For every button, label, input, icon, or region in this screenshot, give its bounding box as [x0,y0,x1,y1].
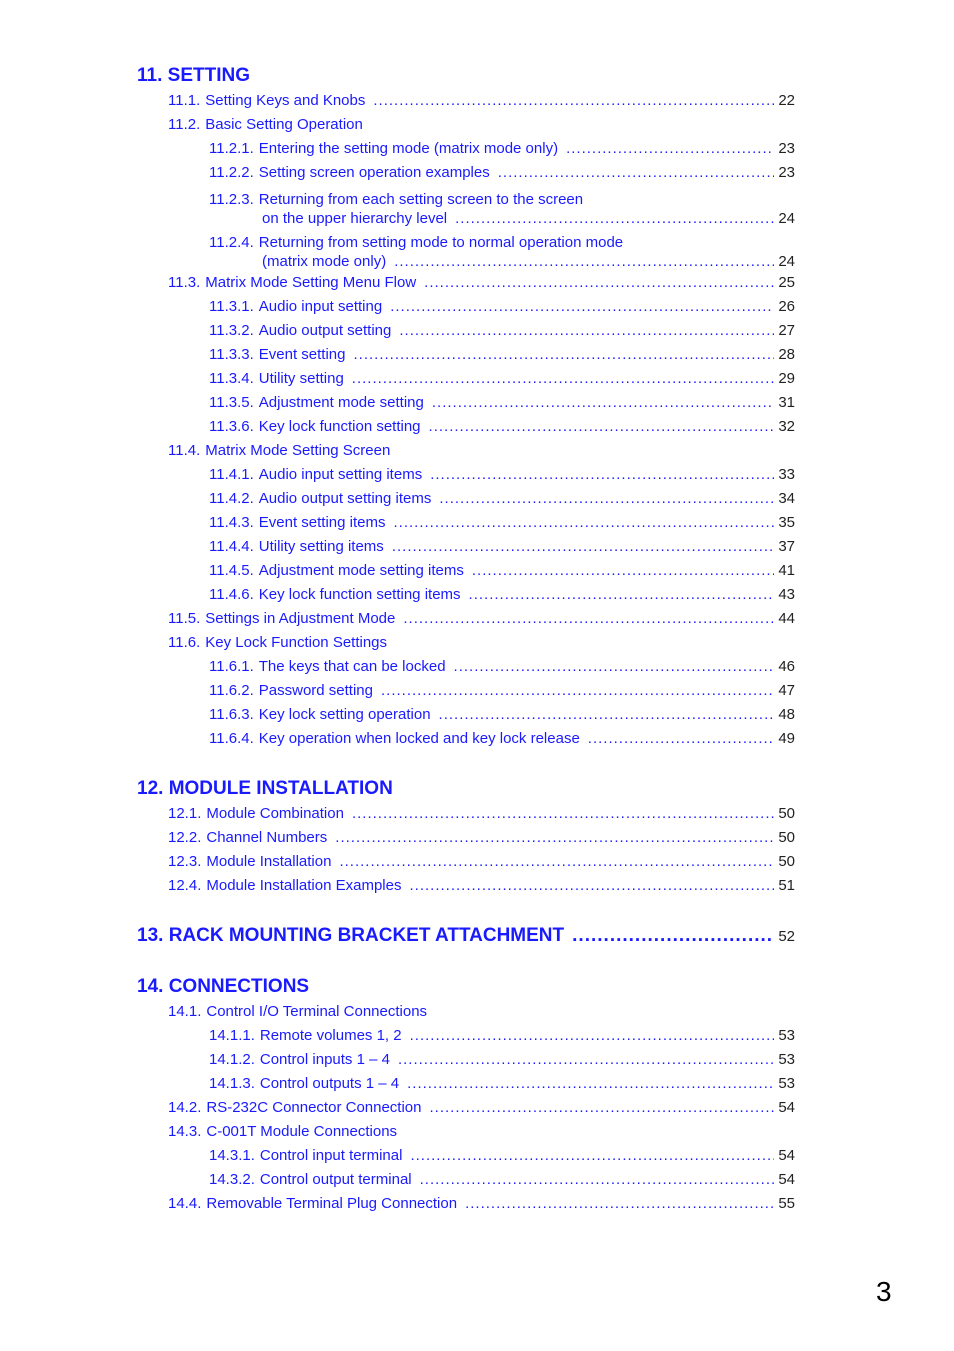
page-ref: 37 [778,538,795,555]
entry-label [209,343,345,367]
entry-text: Basic Setting Operation [205,116,363,133]
toc-entry[interactable] [137,1000,795,1024]
toc-entry[interactable] [137,367,795,391]
entry-label [209,137,558,161]
toc-entry[interactable] [137,487,795,511]
entry-label [168,850,331,874]
entry-label [209,1144,402,1168]
entry-label [209,487,431,511]
leader-dots [498,161,775,185]
leader-dots [430,463,774,487]
entry-text: The keys that can be locked [258,658,446,675]
entry-label [168,607,395,631]
leader-dots [410,1024,775,1048]
page-ref: 55 [778,1195,795,1212]
leader-dots [399,319,774,343]
entry-number: 12.1. [168,805,202,822]
toc-entry[interactable] [137,874,795,898]
leader-dots [429,415,775,439]
toc-entry[interactable] [137,655,795,679]
leader-dots [432,391,774,415]
entry-number: 11.4. [168,442,201,459]
page-ref: 32 [778,418,795,435]
entry-label [168,826,327,850]
entry-text: Removable Terminal Plug Connection [206,1195,458,1212]
entry-text: Key Lock Function Settings [205,634,388,651]
toc-entry[interactable] [137,391,795,415]
entry-text: Key operation when locked and key lock release [258,730,580,747]
entry-label [168,802,344,826]
toc-entry[interactable] [137,1072,795,1096]
leader-dots [409,874,774,898]
toc-entry[interactable] [137,190,795,209]
toc-entry-continuation[interactable] [137,252,795,271]
entry-number: 14.1.1. [209,1027,255,1044]
entry-number: 11.4.6. [209,586,254,603]
page-ref: 50 [778,853,795,870]
section-title: 13. RACK MOUNTING BRACKET ATTACHMENT [137,925,565,946]
page-ref: 50 [778,829,795,846]
section-title: 11. SETTING [137,65,250,86]
entry-text: Audio output setting [258,322,392,339]
toc-entry[interactable] [137,463,795,487]
toc-entry[interactable] [137,511,795,535]
leader-dots [420,1168,775,1192]
entry-label [168,89,365,113]
page-ref: 44 [778,610,795,627]
leader-dots [469,583,775,607]
entry-number: 11.6.1. [209,658,254,675]
toc-entry[interactable] [137,233,795,252]
entry-text: Control outputs 1 – 4 [259,1075,400,1092]
page-ref: 54 [778,1099,795,1116]
page-ref: 27 [778,322,795,339]
entry-text: Control I/O Terminal Connections [206,1003,428,1020]
entry-text: Module Combination [206,805,344,822]
leader-dots [390,295,774,319]
entry-number: 12.3. [168,853,202,870]
entry-number: 11.2. [168,116,201,133]
entry-number: 11.3.1. [209,298,254,315]
entry-label [168,271,416,295]
leader-dots [398,1048,774,1072]
toc-entry[interactable] [137,343,795,367]
toc-entry[interactable] [137,826,795,850]
leader-dots [410,1144,774,1168]
entry-text-continued: (matrix mode only) [262,253,387,270]
page-ref: 35 [778,514,795,531]
toc-entry-continuation[interactable] [137,209,795,228]
leader-dots [381,679,774,703]
leader-dots [352,367,775,391]
entry-number: 11.1. [168,92,201,109]
entry-number: 14.1.3. [209,1075,255,1092]
entry-text: Event setting items [258,514,386,531]
entry-text: Settings in Adjustment Mode [205,610,396,627]
entry-label [168,1192,457,1216]
toc-entry[interactable] [137,439,795,463]
leader-dots [439,703,775,727]
leader-dots [455,209,774,228]
entry-number: 11.2.3. [209,191,254,208]
entry-text: Audio input setting items [258,466,423,483]
entry-text: Setting screen operation examples [258,164,490,181]
leader-dots [394,252,774,271]
toc-entry[interactable] [137,1192,795,1216]
entry-label [209,679,373,703]
page-ref: 25 [778,274,795,291]
toc-entry[interactable] [137,295,795,319]
entry-text: Adjustment mode setting [258,394,424,411]
entry-number: 11.3.6. [209,418,254,435]
entry-number: 11.3.2. [209,322,254,339]
entry-label [209,233,623,252]
entry-label [209,161,490,185]
entry-label [209,1072,399,1096]
toc-section [137,63,795,751]
entry-label [209,583,461,607]
entry-number: 11.4.1. [209,466,254,483]
entry-number: 14.3.2. [209,1171,255,1188]
toc-entry[interactable] [137,802,795,826]
entry-number: 14.3. [168,1123,202,1140]
page-ref: 24 [778,210,795,227]
toc-entry[interactable] [137,1144,795,1168]
entry-label [209,367,344,391]
leader-dots [392,535,775,559]
toc-entry[interactable] [137,319,795,343]
entry-text: Utility setting items [258,538,384,555]
entry-text: Setting Keys and Knobs [205,92,366,109]
entry-label [209,559,464,583]
page-ref: 43 [778,586,795,603]
entry-text: Audio input setting [258,298,383,315]
leader-dots [353,343,774,367]
page-ref: 53 [778,1051,795,1068]
entry-label [209,727,580,751]
entry-text: Module Installation Examples [206,877,402,894]
leader-dots [572,923,774,949]
entry-number: 11.6.4. [209,730,254,747]
leader-dots [454,655,775,679]
entry-number: 11.2.1. [209,140,254,157]
leader-dots [588,727,775,751]
entry-text: Key lock setting operation [258,706,431,723]
toc-entry[interactable] [137,1024,795,1048]
toc-entry[interactable] [137,415,795,439]
entry-number: 11.4.4. [209,538,254,555]
page-ref: 53 [778,1027,795,1044]
toc-entry[interactable] [137,161,795,185]
leader-dots [566,137,774,161]
entry-label [168,874,401,898]
page-ref: 51 [778,877,795,894]
toc-entry[interactable] [137,137,795,161]
entry-text: RS-232C Connector Connection [206,1099,422,1116]
entry-label [168,1000,427,1024]
entry-number: 11.2.4. [209,234,254,251]
entry-number: 14.1.2. [209,1051,255,1068]
leader-dots [403,607,774,631]
toc-entry[interactable] [137,850,795,874]
entry-number: 11.3.3. [209,346,254,363]
entry-label [209,1024,402,1048]
entry-label [209,1168,412,1192]
entry-text: Matrix Mode Setting Menu Flow [205,274,417,291]
entry-number: 12.4. [168,877,202,894]
entry-label [209,190,583,209]
toc-entry[interactable] [137,703,795,727]
leader-dots [430,1096,775,1120]
page-ref: 53 [778,1075,795,1092]
leader-dots [394,511,775,535]
entry-text: Returning from each setting screen to the screen [258,191,584,208]
page-ref: 48 [778,706,795,723]
entry-text: Control input terminal [259,1147,403,1164]
page-ref: 50 [778,805,795,822]
entry-label [168,113,363,137]
toc-entry[interactable] [137,1048,795,1072]
entry-number: 11.4.3. [209,514,254,531]
entry-number: 14.3.1. [209,1147,255,1164]
entry-label [209,391,424,415]
entry-number: 14.4. [168,1195,202,1212]
entry-label [168,631,387,655]
section-heading[interactable] [137,923,795,949]
entry-text: Control output terminal [259,1171,412,1188]
entry-text-continued: on the upper hierarchy level [262,210,448,227]
toc-section [137,776,795,898]
entry-number: 11.4.5. [209,562,254,579]
table-of-contents [137,63,795,1241]
toc-entry[interactable] [137,583,795,607]
page-number: 3 [876,1276,892,1307]
entry-text: Event setting [258,346,346,363]
entry-text: Matrix Mode Setting Screen [205,442,391,459]
page-ref: 41 [778,562,795,579]
page-ref: 29 [778,370,795,387]
entry-number: 11.6.2. [209,682,254,699]
toc-entry[interactable] [137,535,795,559]
entry-text: Key lock function setting items [258,586,461,603]
entry-label [168,1096,422,1120]
page-ref: 26 [778,298,795,315]
entry-number: 11.5. [168,610,201,627]
entry-text: Module Installation [206,853,332,870]
entry-number: 14.2. [168,1099,202,1116]
entry-number: 14.1. [168,1003,202,1020]
entry-number: 11.3.4. [209,370,254,387]
page-ref: 49 [778,730,795,747]
entry-text: Adjustment mode setting items [258,562,464,579]
entry-label [168,1120,397,1144]
toc-entry[interactable] [137,1096,795,1120]
entry-text: Remote volumes 1, 2 [259,1027,402,1044]
page-ref: 54 [778,1147,795,1164]
page-ref: 34 [778,490,795,507]
toc-entry[interactable] [137,89,795,113]
toc-entry[interactable] [137,631,795,655]
toc-entry[interactable] [137,113,795,137]
entry-text: Control inputs 1 – 4 [259,1051,390,1068]
leader-dots [465,1192,774,1216]
page-ref: 46 [778,658,795,675]
leader-dots [373,89,774,113]
entry-number: 11.3. [168,274,201,291]
entry-label [209,703,431,727]
entry-text: Password setting [258,682,373,699]
page-ref: 23 [778,164,795,181]
entry-text: Utility setting [258,370,344,387]
toc-entry[interactable] [137,559,795,583]
toc-entry[interactable] [137,271,795,295]
entry-text: Audio output setting items [258,490,432,507]
page-ref: 52 [778,928,795,945]
toc-entry[interactable] [137,1168,795,1192]
entry-label [209,535,384,559]
entry-number: 11.6. [168,634,201,651]
page-ref: 54 [778,1171,795,1188]
entry-number: 11.6.3. [209,706,254,723]
leader-dots [407,1072,774,1096]
entry-label [209,463,422,487]
page-ref: 24 [778,253,795,270]
section-title: 14. CONNECTIONS [137,976,310,997]
entry-label [209,655,446,679]
entry-label [209,511,386,535]
entry-label [168,439,390,463]
entry-label [209,1048,390,1072]
leader-dots [335,826,774,850]
entry-text: Channel Numbers [206,829,328,846]
page-ref: 31 [778,394,795,411]
section-heading[interactable] [137,63,795,89]
toc-section [137,974,795,1216]
page-ref: 33 [778,466,795,483]
toc-section [137,923,795,949]
leader-dots [339,850,774,874]
section-heading[interactable] [137,974,795,1000]
entry-label [209,319,391,343]
toc-entry[interactable] [137,679,795,703]
entry-number: 11.4.2. [209,490,254,507]
leader-dots [424,271,774,295]
entry-number: 11.3.5. [209,394,254,411]
page-ref: 22 [778,92,795,109]
toc-entry[interactable] [137,1120,795,1144]
entry-label [209,415,421,439]
page-ref: 23 [778,140,795,157]
leader-dots [439,487,774,511]
entry-number: 11.2.2. [209,164,254,181]
toc-entry[interactable] [137,727,795,751]
section-heading[interactable] [137,776,795,802]
entry-text: Entering the setting mode (matrix mode only) [258,140,559,157]
entry-label [209,295,382,319]
leader-dots [472,559,774,583]
entry-text: Returning from setting mode to normal operation mode [258,234,624,251]
page-ref: 28 [778,346,795,363]
toc-entry[interactable] [137,607,795,631]
page-ref: 47 [778,682,795,699]
entry-text: C-001T Module Connections [206,1123,398,1140]
section-title: 12. MODULE INSTALLATION [137,778,393,799]
leader-dots [352,802,774,826]
entry-number: 12.2. [168,829,202,846]
entry-text: Key lock function setting [258,418,421,435]
